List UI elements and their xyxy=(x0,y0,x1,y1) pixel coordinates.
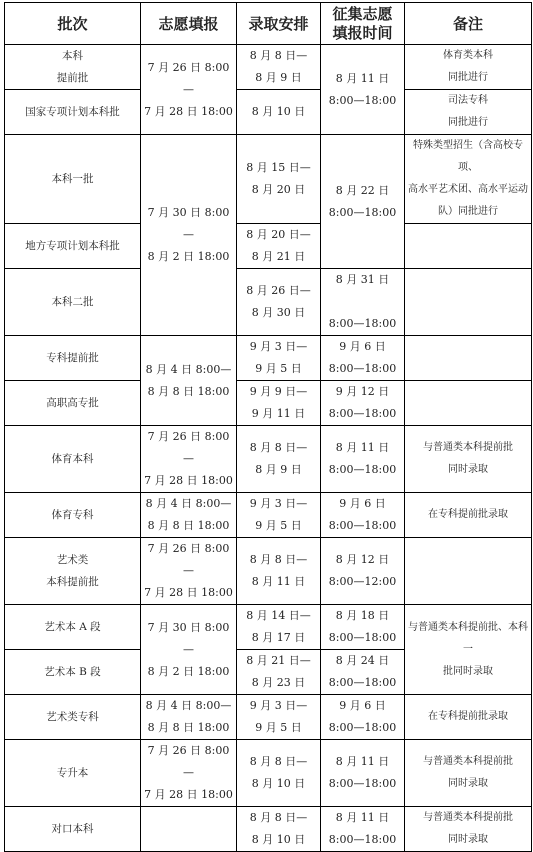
note-cell: 特殊类型招生（含高校专项、 高水平艺术团、高水平运动 队）同批进行 xyxy=(405,135,532,224)
admit-cell: 9 月 3 日— 9 月 5 日 xyxy=(237,336,321,381)
fill-cell: 7 月 26 日 8:00— 7 月 28 日 18:00 xyxy=(141,45,237,135)
note-cell xyxy=(405,381,532,426)
batch-cell: 专升本 xyxy=(5,740,141,807)
batch-cell: 艺术本 A 段 xyxy=(5,605,141,650)
supplementary-cell: 8 月 24 日 8:00—18:00 xyxy=(321,650,405,695)
note-cell: 在专科提前批录取 xyxy=(405,695,532,740)
admit-cell: 8 月 8 日— 8 月 9 日 xyxy=(237,426,321,493)
note-cell xyxy=(405,538,532,605)
batch-cell: 地方专项计划本科批 xyxy=(5,224,141,269)
fill-cell: 8 月 4 日 8:00— 8 月 8 日 18:00 xyxy=(141,695,237,740)
admit-cell: 8 月 8 日— 8 月 10 日 xyxy=(237,807,321,852)
fill-cell: 8 月 4 日 8:00— 8 月 8 日 18:00 xyxy=(141,493,237,538)
header-batch: 批次 xyxy=(5,3,141,45)
note-cell: 与普通类本科提前批 同时录取 xyxy=(405,807,532,852)
note-cell: 与普通类本科提前批 同时录取 xyxy=(405,426,532,493)
supplementary-cell: 8 月 11 日 8:00—18:00 xyxy=(321,807,405,852)
admit-cell: 8 月 8 日— 8 月 10 日 xyxy=(237,740,321,807)
admit-cell: 9 月 3 日— 9 月 5 日 xyxy=(237,493,321,538)
admit-cell: 8 月 10 日 xyxy=(237,90,321,135)
supplementary-cell: 8 月 22 日 8:00—18:00 xyxy=(321,135,405,269)
supplementary-cell: 9 月 6 日 8:00—18:00 xyxy=(321,336,405,381)
batch-cell: 艺术本 B 段 xyxy=(5,650,141,695)
batch-cell: 本科 提前批 xyxy=(5,45,141,90)
fill-cell: 7 月 26 日 8:00— 7 月 28 日 18:00 xyxy=(141,740,237,807)
batch-cell: 专科提前批 xyxy=(5,336,141,381)
batch-cell: 对口本科 xyxy=(5,807,141,852)
note-cell: 在专科提前批录取 xyxy=(405,493,532,538)
admit-cell: 8 月 21 日— 8 月 23 日 xyxy=(237,650,321,695)
supplementary-cell: 8 月 11 日 8:00—18:00 xyxy=(321,426,405,493)
header-fill: 志愿填报 xyxy=(141,3,237,45)
admission-schedule-table xyxy=(4,2,532,852)
admit-cell: 8 月 8 日— 8 月 11 日 xyxy=(237,538,321,605)
supplementary-cell: 9 月 12 日 8:00—18:00 xyxy=(321,381,405,426)
admit-cell: 8 月 14 日— 8 月 17 日 xyxy=(237,605,321,650)
supplementary-cell: 8 月 12 日 8:00—12:00 xyxy=(321,538,405,605)
batch-cell: 高职高专批 xyxy=(5,381,141,426)
note-cell: 与普通类本科提前批 同时录取 xyxy=(405,740,532,807)
supplementary-cell: 8 月 31 日 8:00—18:00 xyxy=(321,269,405,336)
fill-cell: 7 月 26 日 8:00— 7 月 28 日 18:00 xyxy=(141,426,237,493)
fill-cell: 8 月 4 日 8:00— 8 月 8 日 18:00 xyxy=(141,336,237,426)
admit-cell: 9 月 3 日— 9 月 5 日 xyxy=(237,695,321,740)
header-row xyxy=(5,3,532,45)
header-note: 备注 xyxy=(405,3,532,45)
batch-cell: 艺术类专科 xyxy=(5,695,141,740)
note-cell: 司法专科 同批进行 xyxy=(405,90,532,135)
supplementary-cell: 8 月 11 日 8:00—18:00 xyxy=(321,740,405,807)
fill-cell: 7 月 30 日 8:00— 8 月 2 日 18:00 xyxy=(141,605,237,695)
supplementary-cell: 8 月 11 日 8:00—18:00 xyxy=(321,45,405,135)
header-admit: 录取安排 xyxy=(237,3,321,45)
admit-cell: 8 月 26 日— 8 月 30 日 xyxy=(237,269,321,336)
note-cell xyxy=(405,336,532,381)
admit-cell: 8 月 8 日— 8 月 9 日 xyxy=(237,45,321,90)
fill-cell xyxy=(141,807,237,852)
batch-cell: 艺术类 本科提前批 xyxy=(5,538,141,605)
supplementary-cell: 9 月 6 日 8:00—18:00 xyxy=(321,493,405,538)
note-cell xyxy=(405,269,532,336)
batch-cell: 体育本科 xyxy=(5,426,141,493)
fill-cell: 7 月 30 日 8:00— 8 月 2 日 18:00 xyxy=(141,135,237,336)
note-cell: 体育类本科 同批进行 xyxy=(405,45,532,90)
header-supplementary: 征集志愿 填报时间 xyxy=(321,3,405,45)
admit-cell: 8 月 20 日— 8 月 21 日 xyxy=(237,224,321,269)
note-cell: 与普通类本科提前批、本科一 批同时录取 xyxy=(405,605,532,695)
fill-cell: 7 月 26 日 8:00— 7 月 28 日 18:00 xyxy=(141,538,237,605)
note-cell xyxy=(405,224,532,269)
batch-cell: 体育专科 xyxy=(5,493,141,538)
batch-cell: 本科一批 xyxy=(5,135,141,224)
admit-cell: 8 月 15 日— 8 月 20 日 xyxy=(237,135,321,224)
supplementary-cell: 8 月 18 日 8:00—18:00 xyxy=(321,605,405,650)
admit-cell: 9 月 9 日— 9 月 11 日 xyxy=(237,381,321,426)
batch-cell: 国家专项计划本科批 xyxy=(5,90,141,135)
supplementary-cell: 9 月 6 日 8:00—18:00 xyxy=(321,695,405,740)
batch-cell: 本科二批 xyxy=(5,269,141,336)
